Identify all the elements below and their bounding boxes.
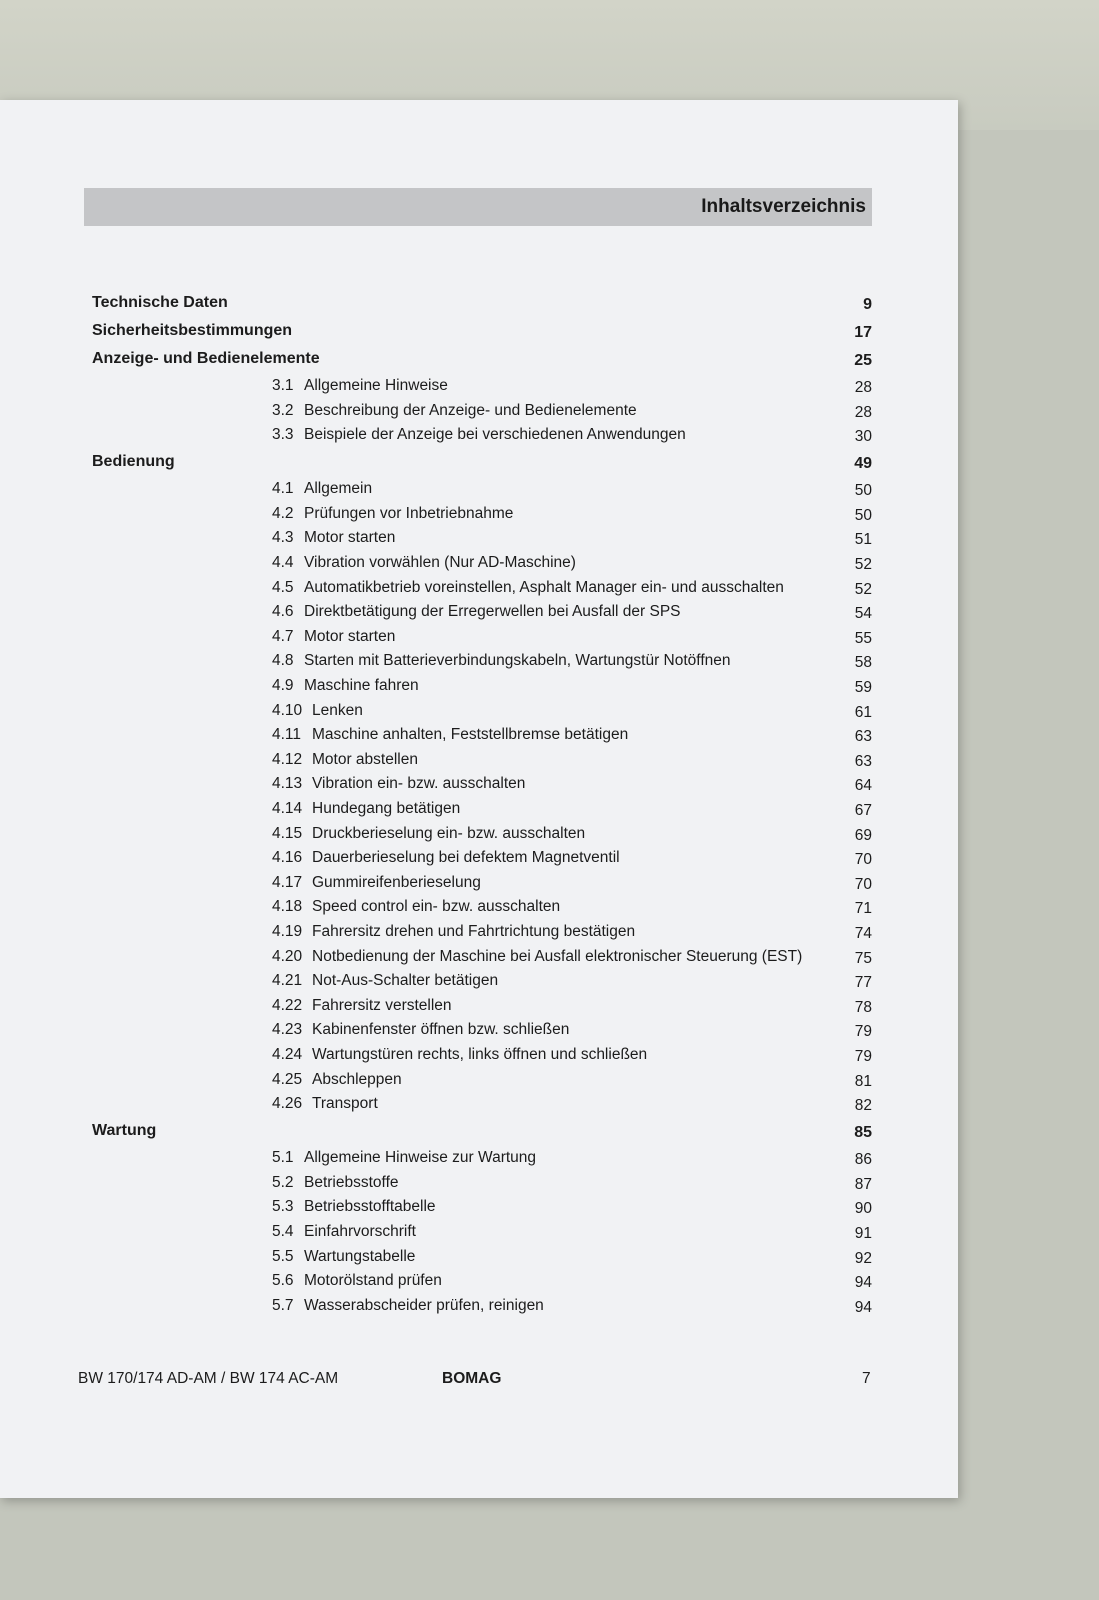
toc-section: [272, 749, 418, 771]
toc-section-number: 5.5: [272, 1247, 294, 1265]
toc-section-number: 5.7: [272, 1296, 294, 1314]
toc-entry-title: Druckberieselung ein- bzw. ausschalten: [312, 824, 586, 842]
toc-section-number: 5.1: [272, 1149, 294, 1167]
toc-entry-title: Fahrersitz verstellen: [312, 996, 452, 1014]
toc-section-number: 4.3: [272, 529, 294, 547]
toc-page-number: 50: [854, 506, 872, 524]
toc-page-number: 81: [854, 1072, 872, 1090]
document-page: [0, 100, 958, 1498]
toc-section: [272, 995, 452, 1017]
toc-section-number: 4.23: [272, 1021, 303, 1039]
toc-page-number: 70: [854, 851, 872, 869]
toc-section: [272, 424, 686, 446]
footer-brand: BOMAG: [442, 1370, 502, 1387]
toc-section: [272, 921, 635, 943]
toc-section: [272, 798, 460, 820]
toc-page-number: 85: [854, 1124, 872, 1142]
toc-page-number: 28: [854, 379, 872, 396]
toc-section-number: 4.24: [272, 1046, 303, 1063]
toc-entry-title: Motor starten: [304, 627, 396, 645]
toc-section: [272, 1093, 378, 1115]
toc-entry-title: Hundegang betätigen: [312, 800, 461, 817]
toc-entry-title: Motor abstellen: [312, 750, 418, 768]
toc-chapter: [92, 292, 228, 314]
toc-section: [272, 896, 560, 918]
toc-entry-title: Motor starten: [304, 529, 396, 547]
toc-page-number: 61: [854, 703, 872, 721]
toc-section: [272, 946, 802, 968]
toc-entry-title: Kabinenfenster öffnen bzw. schließen: [312, 1021, 570, 1039]
toc-section-number: 4.19: [272, 923, 303, 940]
toc-section-number: 4.18: [272, 898, 303, 916]
toc-page-number: 71: [854, 900, 872, 918]
toc-section-number: 4.21: [272, 972, 303, 990]
toc-page-number: 90: [854, 1200, 872, 1218]
toc-section: [272, 400, 637, 422]
toc-section: [272, 503, 513, 525]
toc-page-number: 94: [854, 1298, 872, 1316]
toc-section-number: 4.25: [272, 1070, 303, 1088]
toc-page-number: 9: [863, 296, 872, 313]
toc-entry-title: Anzeige- und Bedienelemente: [92, 350, 320, 367]
toc-entry-title: Allgemeine Hinweise zur Wartung: [304, 1149, 537, 1167]
toc-section-number: 4.26: [272, 1095, 303, 1113]
toc-entry-title: Transport: [312, 1095, 378, 1113]
toc-entry-title: Allgemein: [304, 480, 373, 498]
toc-section: [272, 970, 498, 992]
toc-section: [272, 1044, 647, 1066]
toc-section-number: 4.2: [272, 504, 294, 522]
toc-section: [272, 601, 681, 623]
toc-entry-title: Motorölstand prüfen: [304, 1272, 442, 1290]
toc-page-number: 52: [854, 556, 872, 573]
toc-entry-title: Direktbetätigung der Erregerwellen bei Ausfall der SPS: [304, 603, 681, 621]
toc-page-number: 78: [854, 998, 872, 1016]
toc-page-number: 50: [854, 482, 872, 500]
toc-entry-title: Vibration vorwählen (Nur AD-Maschine): [304, 554, 576, 571]
toc-entry-title: Dauerberieselung bei defektem Magnetventil: [312, 849, 620, 867]
toc-section: [272, 1019, 569, 1041]
toc-section-number: 4.12: [272, 750, 303, 768]
toc-entry-title: Betriebsstofftabelle: [304, 1198, 436, 1216]
toc-entry-title: Einfahrvorschrift: [304, 1223, 416, 1240]
toc-section-number: 4.8: [272, 652, 294, 670]
toc-section: [272, 773, 525, 795]
toc-section: [272, 375, 448, 397]
toc-section-number: 4.1: [272, 480, 294, 498]
toc-section-number: 4.11: [272, 726, 302, 744]
footer-page-number: 7: [862, 1370, 871, 1387]
toc-section-number: 5.2: [272, 1173, 294, 1191]
toc-page-number: 25: [854, 352, 872, 369]
toc-entry-title: Wartungstabelle: [304, 1247, 416, 1265]
toc-page-number: 79: [854, 1048, 872, 1065]
toc-page-number: 69: [854, 826, 872, 844]
toc-entry-title: Bedienung: [92, 453, 175, 471]
toc-page-number: 79: [854, 1023, 872, 1041]
toc-page-number: 94: [854, 1274, 872, 1292]
toc-chapter: [92, 1120, 156, 1142]
toc-page-number: 30: [854, 428, 872, 446]
toc-section-number: 4.22: [272, 996, 303, 1014]
toc-section-number: 5.4: [272, 1223, 294, 1240]
toc-entry-title: Speed control ein- bzw. ausschalten: [312, 898, 561, 916]
toc-page-number: 28: [854, 403, 872, 421]
toc-page-number: 58: [854, 654, 872, 672]
toc-entry-title: Vibration ein- bzw. ausschalten: [312, 775, 526, 793]
toc-section-number: 4.9: [272, 677, 294, 694]
toc-entry-title: Notbedienung der Maschine bei Ausfall elektronischer Steuerung (EST): [312, 947, 803, 965]
toc-section-number: 4.14: [272, 800, 303, 817]
toc-section: [272, 478, 372, 500]
toc-section: [272, 1246, 415, 1268]
toc-entry-title: Sicherheitsbestimmungen: [92, 322, 293, 339]
toc-page-number: 63: [854, 728, 872, 746]
toc-page-number: 74: [854, 925, 872, 942]
toc-section: [272, 1172, 399, 1194]
toc-section: [272, 552, 576, 574]
toc-page-number: 82: [854, 1097, 872, 1115]
toc-chapter: [92, 320, 292, 342]
toc-entry-title: Automatikbetrieb voreinstellen, Asphalt Manager ein- und ausschalten: [304, 578, 784, 596]
toc-section: [272, 872, 481, 894]
toc-section: [272, 847, 620, 869]
toc-entry-title: Maschine anhalten, Feststellbremse betätigen: [312, 726, 629, 744]
toc-page-number: 77: [854, 974, 872, 992]
toc-section: [272, 626, 395, 648]
toc-entry-title: Wartung: [92, 1122, 157, 1140]
toc-entry-title: Beispiele der Anzeige bei verschiedenen Anwendungen: [304, 426, 686, 444]
page-title: Inhaltsverzeichnis: [701, 196, 866, 217]
toc-entry-title: Gummireifenberieselung: [312, 873, 481, 891]
toc-section: [272, 724, 628, 746]
toc-chapter: [92, 348, 320, 370]
toc-section-number: 4.5: [272, 578, 294, 596]
toc-chapter: [92, 451, 175, 473]
toc-entry-title: Maschine fahren: [304, 677, 419, 694]
toc-entry-title: Wartungstüren rechts, links öffnen und schließen: [312, 1046, 648, 1063]
toc-page-number: 70: [854, 875, 872, 893]
toc-section: [272, 1147, 536, 1169]
toc-section-number: 4.6: [272, 603, 294, 621]
toc-entry-title: Betriebsstoffe: [304, 1173, 399, 1191]
toc-section-number: 3.2: [272, 401, 294, 419]
toc-page-number: 87: [854, 1175, 872, 1193]
toc-section-number: 5.3: [272, 1198, 294, 1216]
toc-entry-title: Fahrersitz drehen und Fahrtrichtung bestätigen: [312, 923, 636, 940]
toc-page-number: 17: [854, 324, 872, 341]
toc-entry-title: Allgemeine Hinweise: [304, 377, 448, 394]
toc-page-number: 92: [854, 1249, 872, 1267]
toc-page-number: 55: [854, 629, 872, 647]
toc-page-number: 91: [854, 1225, 872, 1242]
toc-section-number: 4.4: [272, 554, 294, 571]
toc-page-number: 64: [854, 777, 872, 795]
toc-section: [272, 650, 731, 672]
toc-page-number: 67: [854, 802, 872, 819]
toc-entry-title: Abschleppen: [312, 1070, 402, 1088]
toc-section-number: 3.3: [272, 426, 294, 444]
toc-page-number: 59: [854, 679, 872, 696]
toc-section: [272, 675, 419, 697]
toc-page-number: 75: [854, 949, 872, 967]
toc-section: [272, 1295, 544, 1317]
toc-section: [272, 577, 784, 599]
toc-section-number: 4.17: [272, 873, 303, 891]
toc-entry-title: Technische Daten: [92, 294, 228, 311]
toc-section: [272, 700, 363, 722]
toc-page-number: 51: [854, 531, 872, 549]
toc-section-number: 4.20: [272, 947, 303, 965]
toc-entry-title: Wasserabscheider prüfen, reinigen: [304, 1296, 544, 1314]
toc-section: [272, 1270, 442, 1292]
toc-section: [272, 527, 395, 549]
toc-section-number: 4.13: [272, 775, 303, 793]
toc-page-number: 54: [854, 605, 872, 623]
toc-section-number: 5.6: [272, 1272, 294, 1290]
toc-entry-title: Not-Aus-Schalter betätigen: [312, 972, 499, 990]
toc-page-number: 52: [854, 580, 872, 598]
toc-section: [272, 1221, 416, 1243]
toc-entry-title: Beschreibung der Anzeige- und Bedienelemente: [304, 401, 637, 419]
toc-page-number: 86: [854, 1151, 872, 1169]
toc-section: [272, 1069, 402, 1091]
toc-section: [272, 1196, 436, 1218]
toc-entry-title: Prüfungen vor Inbetriebnahme: [304, 504, 514, 522]
toc-section: [272, 823, 585, 845]
toc-page-number: 63: [854, 752, 872, 770]
toc-entry-title: Starten mit Batterieverbindungskabeln, Wartungstür Notöffnen: [304, 652, 731, 670]
toc-entry-title: Lenken: [312, 701, 363, 719]
footer-model: BW 170/174 AD-AM / BW 174 AC-AM: [78, 1370, 339, 1387]
toc-section-number: 4.16: [272, 849, 303, 867]
toc-section-number: 4.7: [272, 627, 294, 645]
table-of-contents: [0, 100, 958, 1498]
toc-section-number: 4.15: [272, 824, 303, 842]
toc-section-number: 3.1: [272, 377, 294, 394]
toc-section-number: 4.10: [272, 701, 303, 719]
toc-page-number: 49: [854, 455, 872, 473]
